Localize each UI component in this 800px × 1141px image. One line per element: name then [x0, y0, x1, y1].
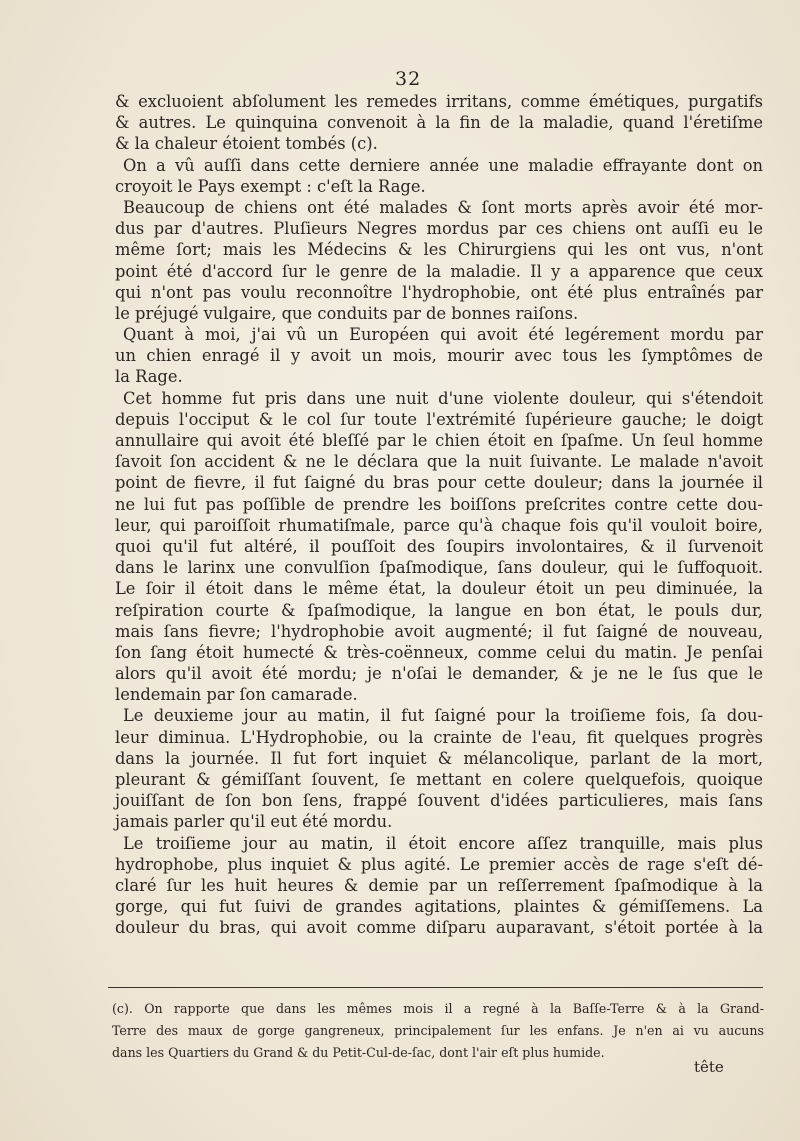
- page-number: 32: [395, 68, 422, 90]
- text-line: même ſort; mais les Médecins & les Chirurgiens qui les ont vus, n'ont: [115, 240, 763, 260]
- text-line: & la chaleur étoient tombés (c).: [115, 134, 378, 154]
- footnote: [112, 998, 764, 1064]
- text-line: la Rage.: [115, 367, 183, 387]
- text-line: On a vû auſſi dans cette derniere année une maladie effrayante dont on: [123, 155, 763, 175]
- text-line: croyoit le Pays exempt : c'eſt la Rage.: [115, 176, 426, 196]
- text-line: annullaire qui avoit été bleſſé par le chien étoit en ſpaſme. Un ſeul homme: [115, 431, 763, 450]
- text-line: un chien enragé il y avoit un mois, mourir avec tous les ſymptômes de: [115, 346, 763, 366]
- footnote-line: dans les Quartiers du Grand & du Petit-Cul-de-ſac, dont l'air eſt plus humide.: [112, 1045, 605, 1060]
- text-line: reſpiration courte & ſpaſmodique, la langue en bon état, le pouls dur,: [115, 600, 763, 620]
- text-line: lendemain par ſon camarade.: [115, 685, 358, 705]
- text-line: ſon ſang étoit humecté & très-coënneux, comme celui du matin. Je penſai: [115, 642, 763, 662]
- text-line: alors qu'il avoit été mordu; je n'oſai le demander, & je ne le ſus que le: [115, 664, 763, 684]
- text-line: & excluoient abſolument les remedes irritans, comme émétiques, purgatifs: [115, 92, 763, 111]
- text-line: qui n'ont pas voulu reconnoître l'hydrophobie, ont été plus entraînés par: [115, 282, 763, 302]
- text-line: quoi qu'il fut altéré, il pouſſoit des ſoupirs involontaires, & il ſurvenoit: [115, 536, 763, 556]
- catchword: tête: [694, 1058, 724, 1076]
- footnote-divider: [108, 987, 763, 988]
- text-line: claré ſur les huit heures & demie par un reſſerrement ſpaſmodique à la: [115, 875, 763, 895]
- text-line: point de fievre, il fut ſaigné du bras pour cette douleur; dans la journée il: [115, 473, 763, 493]
- text-line: pleurant & gémiſſant ſouvent, ſe mettant en colere quelquefois, quoique: [115, 770, 763, 789]
- footnote-line: (c). On rapporte que dans les mêmes mois il a regné à la Baſſe-Terre & à la Grand-: [112, 1001, 764, 1016]
- text-line: le préjugé vulgaire, que conduits par de bonnes raiſons.: [115, 303, 579, 323]
- text-line: depuis l'occiput & le col ſur toute l'extrémité ſupérieure gauche; le doigt: [115, 409, 763, 429]
- text-line: Le ſoir il étoit dans le même état, la douleur étoit un peu diminuée, la: [115, 579, 763, 599]
- text-line: dans le larinx une convulſion ſpaſmodique, ſans douleur, qui le ſuffoquoit.: [115, 558, 763, 578]
- footnote-line: Terre des maux de gorge gangreneux, principalement ſur les enfans. Je n'en ai vu aucuns: [112, 1023, 764, 1038]
- text-line: ſavoit ſon accident & ne le déclara que la nuit ſuivante. Le malade n'avoit: [115, 452, 763, 472]
- text-line: Cet homme fut pris dans une nuit d'une violente douleur, qui s'étendoit: [123, 388, 763, 408]
- text-line: hydrophobe, plus inquiet & plus agité. Le premier accès de rage s'eſt dé-: [115, 854, 763, 874]
- text-line: jouiſſant de ſon bon ſens, frappé ſouvent d'idées particulieres, mais ſans: [115, 791, 763, 811]
- text-line: dus par d'autres. Pluſieurs Negres mordus par ces chiens ont auſſi eu le: [115, 219, 763, 239]
- text-line: gorge, qui fut ſuivi de grandes agitations, plaintes & gémiſſemens. La: [115, 897, 763, 917]
- text-line: Quant à moi, j'ai vû un Européen qui avoit été legérement mordu par: [123, 325, 763, 345]
- text-line: Le deuxieme jour au matin, il fut ſaigné pour la troiſieme fois, ſa dou-: [123, 706, 763, 726]
- text-line: leur, qui paroiſſoit rhumatiſmale, parce qu'à chaque fois qu'il vouloit boire,: [115, 515, 763, 535]
- text-line: douleur du bras, qui avoit comme diſparu auparavant, s'étoit portée à la: [115, 918, 763, 938]
- text-line: Le troiſieme jour au matin, il étoit encore aſſez tranquille, mais plus: [123, 833, 763, 853]
- text-line: point été d'accord ſur le genre de la maladie. Il y a apparence que ceux: [115, 261, 763, 281]
- text-line: dans la journée. Il fut fort inquiet & mélancolique, parlant de la mort,: [115, 748, 763, 768]
- text-line: mais ſans fievre; l'hydrophobie avoit augmenté; il fut ſaigné de nouveau,: [115, 621, 763, 641]
- text-line: ne lui fut pas poſſible de prendre les boiſſons preſcrites contre cette dou-: [115, 494, 763, 514]
- text-line: leur diminua. L'Hydrophobie, ou la crainte de l'eau, fit quelques progrès: [115, 727, 763, 747]
- text-line: jamais parler qu'il eut été mordu.: [115, 812, 393, 832]
- text-line: Beaucoup de chiens ont été malades & ſont morts après avoir été mor-: [123, 197, 763, 217]
- text-line: & autres. Le quinquina convenoit à la fin de la maladie, quand l'éretiſme: [115, 113, 763, 133]
- body-text: [115, 91, 763, 939]
